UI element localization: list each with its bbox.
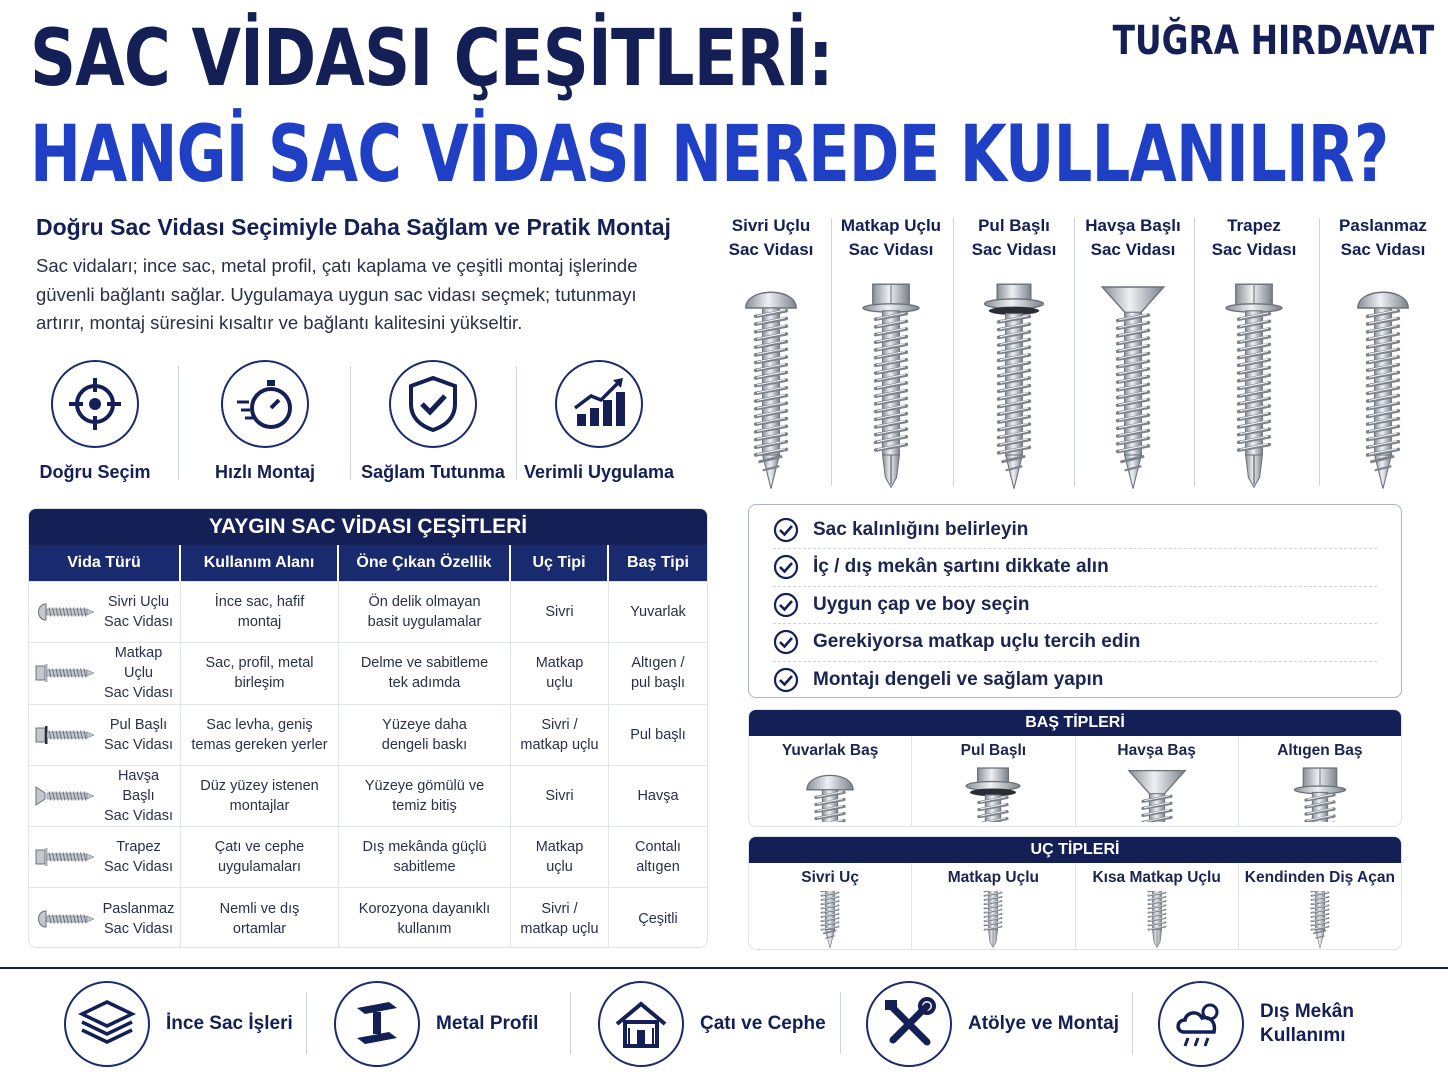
column-header: Vida Türü (29, 545, 181, 581)
head-type-label: Altıgen Baş (1277, 742, 1363, 759)
tip-type-image (1300, 891, 1340, 949)
application-label: Metal Profil (436, 1013, 539, 1034)
footer-divider (0, 967, 1448, 969)
cell-feat (339, 705, 511, 765)
feature-label: Verimli Uygulama (524, 462, 675, 482)
screw-column (711, 214, 831, 490)
divider (516, 366, 517, 480)
table-title: YAYGIN SAC VİDASI ÇEŞİTLERİ (29, 509, 707, 545)
cell-content (520, 899, 598, 939)
cell-text: ortamlar (232, 920, 287, 937)
cell-text: Nemli ve dış (219, 900, 300, 917)
cell-content (359, 899, 490, 939)
feature-verimli-uygulama (524, 360, 674, 483)
cell-text: Sac Vidası (103, 808, 174, 825)
cell-use (181, 582, 339, 642)
cell-text: uçlu (546, 675, 573, 692)
shield-check-icon (389, 360, 477, 448)
application-dis-mekan (1158, 980, 1354, 1068)
cell-feat (339, 888, 511, 948)
cell-content (536, 837, 584, 877)
screw-name: Paslanmaz (1339, 216, 1427, 235)
cell-text: Sivri Uçlu (107, 594, 170, 611)
cell-tip (511, 705, 609, 765)
check-circle-icon (773, 629, 799, 655)
cell-text: montajlar (229, 798, 290, 815)
divider (840, 992, 841, 1054)
screw-type-name (101, 899, 176, 939)
divider (1132, 992, 1133, 1054)
cell-text: Sac levha, geniş (206, 716, 313, 733)
cell-text: matkap uçlu (520, 736, 599, 753)
cell-content (637, 786, 678, 806)
cell-text: dengeli baskı (381, 736, 468, 753)
cell-text: Yuvarlak (630, 604, 686, 621)
cell-text: Çatı ve cephe (214, 839, 305, 856)
divider (178, 366, 179, 480)
table-row (29, 765, 707, 826)
tip-type-label: Sivri Uç (801, 869, 859, 886)
cell-text: Sac Vidası (103, 685, 174, 702)
cell-use (181, 766, 339, 826)
tip-type-image (973, 891, 1013, 949)
check-circle-icon (773, 592, 799, 618)
column-header: Öne Çıkan Özellik (339, 545, 511, 581)
cell-head (609, 827, 707, 887)
cell-tip (511, 888, 609, 948)
divider (570, 992, 571, 1054)
screw-name: Sivri Uçlu (731, 216, 811, 235)
selection-checklist (748, 504, 1402, 698)
cell-use (181, 705, 339, 765)
head-type-cell (1239, 736, 1401, 827)
intro-text: Sac vidaları; ince sac, metal profil, çatı kaplama ve çeşitli montaj işlerinde güvenli bağlantı sağlar. Uygulamaya uygun sac vidası seçmek; tutunmayı artırır, montaj süresini kısaltır ve bağlantı kalitesini yükseltir. (36, 255, 638, 333)
check-circle-icon (773, 517, 799, 543)
column-header: Baş Tipi (627, 554, 689, 571)
cell-text: Delme ve sabitleme (360, 655, 489, 672)
application-label: Dış Mekân (1260, 1001, 1354, 1022)
cell-content (215, 592, 304, 632)
screw-name-line2: Sac Vidası (1090, 240, 1176, 259)
cell-head (609, 766, 707, 826)
screw-type-name (101, 766, 176, 826)
cell-text: Paslanmaz (102, 900, 175, 917)
screw-image (972, 280, 1056, 490)
cell-vida-turu (29, 582, 181, 642)
checklist-text: Uygun çap ve boy seçin (813, 593, 1030, 615)
screw-thumbnail (35, 660, 95, 686)
table-header (29, 545, 707, 581)
cell-text: pul başlı (630, 675, 685, 692)
cell-text: tek adımda (388, 675, 461, 692)
panel-title: BAŞ TİPLERİ (749, 710, 1401, 736)
screw-types-table (28, 508, 708, 948)
tip-type-label: Matkap Uçlu (947, 869, 1040, 886)
cell-text: sabitleme (393, 859, 456, 876)
head-type-image (1125, 764, 1189, 822)
cell-feat (339, 827, 511, 887)
cell-feat (339, 643, 511, 703)
cell-text: temiz bitiş (392, 798, 457, 815)
cell-text: Dış mekânda güçlü (362, 839, 487, 856)
screw-thumbnail (35, 599, 95, 625)
cell-text: Çeşitli (638, 910, 678, 927)
head-type-image (798, 764, 862, 822)
page-title: SAC VİDASI ÇEŞİTLERİ: (30, 14, 833, 104)
tip-type-image (1137, 891, 1177, 949)
checklist-item (773, 549, 1377, 587)
screw-column (1323, 214, 1443, 490)
screw-image (729, 280, 813, 490)
cell-text: temas gereken yerler (191, 736, 328, 753)
screw-name: Havşa Başlı (1085, 216, 1181, 235)
cell-content (536, 653, 584, 693)
cell-content (382, 715, 467, 755)
feature-label: Doğru Seçim (39, 462, 151, 482)
checklist-text: Gerekiyorsa matkap uçlu tercih edin (813, 631, 1141, 652)
i-beam-icon (334, 981, 420, 1067)
cell-vida-turu (29, 766, 181, 826)
cell-text: matkap uçlu (520, 920, 599, 937)
application-label: Çatı ve Cephe (700, 1013, 826, 1034)
cell-content (520, 715, 598, 755)
cell-content (206, 653, 314, 693)
cell-text: altıgen (636, 859, 680, 876)
screw-type-name (101, 592, 176, 632)
cell-text: Sivri / (541, 716, 578, 733)
head-type-cell (912, 736, 1075, 827)
weather-icon (1158, 981, 1244, 1067)
screw-thumbnail (35, 722, 95, 748)
divider (306, 992, 307, 1054)
cell-vida-turu (29, 888, 181, 948)
cell-text: Havşa (637, 788, 679, 805)
column-header: Uç Tipi (511, 545, 609, 581)
tip-type-cell (1076, 863, 1239, 950)
page-subtitle: HANGİ SAC VİDASI NEREDE KULLANILIR? (30, 110, 1389, 200)
cell-text: Altıgen / (631, 655, 685, 672)
cell-use (181, 643, 339, 703)
cell-text: Yüzeye daha (382, 716, 467, 733)
cell-text: Matkap (535, 655, 584, 672)
cell-content (630, 725, 686, 745)
screw-name-line2: Sac Vidası (971, 240, 1057, 259)
tip-type-cell (912, 863, 1075, 950)
cell-content (361, 653, 488, 693)
cell-tip (511, 827, 609, 887)
checklist-item (773, 624, 1377, 662)
cell-tip (511, 582, 609, 642)
screw-name-line2: Sac Vidası (1211, 240, 1297, 259)
cell-text: Pul Başlı (109, 716, 168, 733)
cell-text: Matkap (535, 839, 584, 856)
screw-column (831, 214, 951, 490)
checklist-text: Sac kalınlığını belirleyin (813, 518, 1029, 540)
checklist-item (773, 511, 1377, 549)
cell-use (181, 827, 339, 887)
stopwatch-icon (221, 360, 309, 448)
cell-text: İnce sac, hafif (214, 594, 305, 611)
checklist-text: İç / dış mekân şartını dikkate alın (813, 556, 1109, 577)
cell-content (365, 776, 484, 816)
screw-column (1194, 214, 1314, 490)
application-label: İnce Sac İşleri (166, 1013, 293, 1034)
head-types-panel (748, 709, 1402, 827)
tip-types-panel (748, 836, 1402, 950)
cell-content (638, 909, 677, 929)
cell-head (609, 705, 707, 765)
cell-head (609, 888, 707, 948)
tip-type-image (810, 891, 850, 949)
cell-content (191, 715, 327, 755)
cell-content (200, 776, 318, 816)
screw-image (849, 280, 933, 490)
cell-feat (339, 766, 511, 826)
checklist-item (773, 586, 1377, 624)
cell-text: Korozyona dayanıklı (358, 900, 491, 917)
cell-text: Pul başlı (630, 726, 686, 743)
checklist-item (773, 661, 1377, 699)
cell-text: Trapez (116, 839, 161, 856)
cell-text: Matkap Uçlu (114, 645, 163, 682)
feature-label: Hızlı Montaj (215, 462, 315, 482)
tools-icon (866, 981, 952, 1067)
target-icon (51, 360, 139, 448)
tip-type-label: Kendinden Diş Açan (1244, 869, 1395, 886)
feature-label: Sağlam Tutunma (361, 462, 505, 482)
cell-content (362, 837, 486, 877)
screw-name: Pul Başlı (978, 216, 1050, 235)
screw-image (1212, 280, 1296, 490)
cell-content (630, 602, 686, 622)
cell-content (545, 602, 573, 622)
intro-heading: Doğru Sac Vidası Seçimiyle Daha Sağlam ve Pratik Montaj (36, 214, 671, 240)
head-type-image (1288, 764, 1352, 822)
head-type-label: Yuvarlak Baş (781, 742, 879, 759)
panel-title: UÇ TİPLERİ (749, 837, 1401, 863)
screw-image (1091, 280, 1175, 490)
screw-thumbnail (35, 906, 95, 932)
application-atolye-montaj (866, 980, 1119, 1068)
cell-head (609, 643, 707, 703)
cell-content (631, 653, 685, 693)
cell-text: Yüzeye gömülü ve (364, 778, 485, 795)
cell-text: Sac Vidası (103, 920, 174, 937)
screw-type-name (101, 643, 176, 703)
table-row (29, 887, 707, 948)
screw-name-line2: Sac Vidası (1340, 240, 1426, 259)
cell-text: Ön delik olmayan (368, 594, 481, 611)
screw-column (1073, 214, 1193, 490)
table-row (29, 642, 707, 703)
cell-vida-turu (29, 827, 181, 887)
cell-text: Sivri (545, 604, 574, 621)
application-metal-profil (334, 980, 538, 1068)
divider (350, 366, 351, 480)
cell-text: Contalı (635, 839, 681, 856)
head-type-image (961, 764, 1025, 822)
cell-text: kullanım (397, 920, 452, 937)
cell-vida-turu (29, 705, 181, 765)
screw-thumbnail (35, 783, 95, 809)
table-row (29, 581, 707, 642)
screw-name-line2: Sac Vidası (728, 240, 814, 259)
checklist-text: Montajı dengeli ve sağlam yapın (813, 669, 1104, 690)
cell-text: uygulamaları (217, 859, 301, 876)
tip-type-label: Kısa Matkap Uçlu (1092, 869, 1221, 886)
application-ince-sac (64, 980, 293, 1068)
cell-text: Sac Vidası (103, 614, 174, 631)
screw-type-name (101, 715, 176, 755)
cell-text: Havşa Başlı (117, 768, 160, 805)
house-icon (598, 981, 684, 1067)
head-type-label: Pul Başlı (960, 742, 1027, 759)
screw-thumbnail (35, 844, 95, 870)
divider (1319, 218, 1320, 486)
screw-column (954, 214, 1074, 490)
screw-name: Trapez (1227, 216, 1281, 235)
cell-feat (339, 582, 511, 642)
feature-dogru-secim (20, 360, 170, 483)
cell-text: Sivri (545, 788, 574, 805)
check-circle-icon (773, 667, 799, 693)
cell-text: Sac, profil, metal (205, 655, 314, 672)
application-label: Atölye ve Montaj (968, 1013, 1119, 1034)
column-header: Kullanım Alanı (181, 545, 339, 581)
application-cati-cephe (598, 980, 826, 1068)
cell-content (368, 592, 482, 632)
screw-name: Matkap Uçlu (840, 216, 942, 235)
growth-chart-icon (555, 360, 643, 448)
head-type-cell (1076, 736, 1239, 827)
cell-content (545, 786, 573, 806)
tip-type-cell (749, 863, 912, 950)
cell-text: Sac Vidası (103, 736, 174, 753)
table-row (29, 704, 707, 765)
screw-name-line2: Sac Vidası (848, 240, 934, 259)
cell-text: Sivri / (541, 900, 578, 917)
cell-text: montaj (237, 614, 282, 631)
cell-tip (511, 766, 609, 826)
screw-image (1341, 280, 1425, 490)
sheet-layers-icon (64, 981, 150, 1067)
table-row (29, 826, 707, 887)
cell-head (609, 582, 707, 642)
cell-text: Düz yüzey istenen (200, 778, 319, 795)
cell-text: uçlu (546, 859, 573, 876)
head-type-label: Havşa Baş (1117, 742, 1196, 759)
cell-text: birleşim (234, 675, 285, 692)
feature-saglam-tutunma (358, 360, 508, 483)
cell-text: basit uygulamalar (367, 614, 482, 631)
cell-content (635, 837, 681, 877)
tip-type-cell (1239, 863, 1401, 950)
brand-logo: TUĞRA HIRDAVAT (1112, 18, 1434, 64)
application-label-line2: Kullanımı (1260, 1025, 1346, 1046)
cell-use (181, 888, 339, 948)
cell-vida-turu (29, 643, 181, 703)
cell-text: Sac Vidası (103, 859, 174, 876)
cell-tip (511, 643, 609, 703)
head-type-cell (749, 736, 912, 827)
screw-type-name (101, 837, 176, 877)
cell-content (220, 899, 300, 939)
feature-hizli-montaj (190, 360, 340, 483)
check-circle-icon (773, 554, 799, 580)
cell-content (215, 837, 304, 877)
